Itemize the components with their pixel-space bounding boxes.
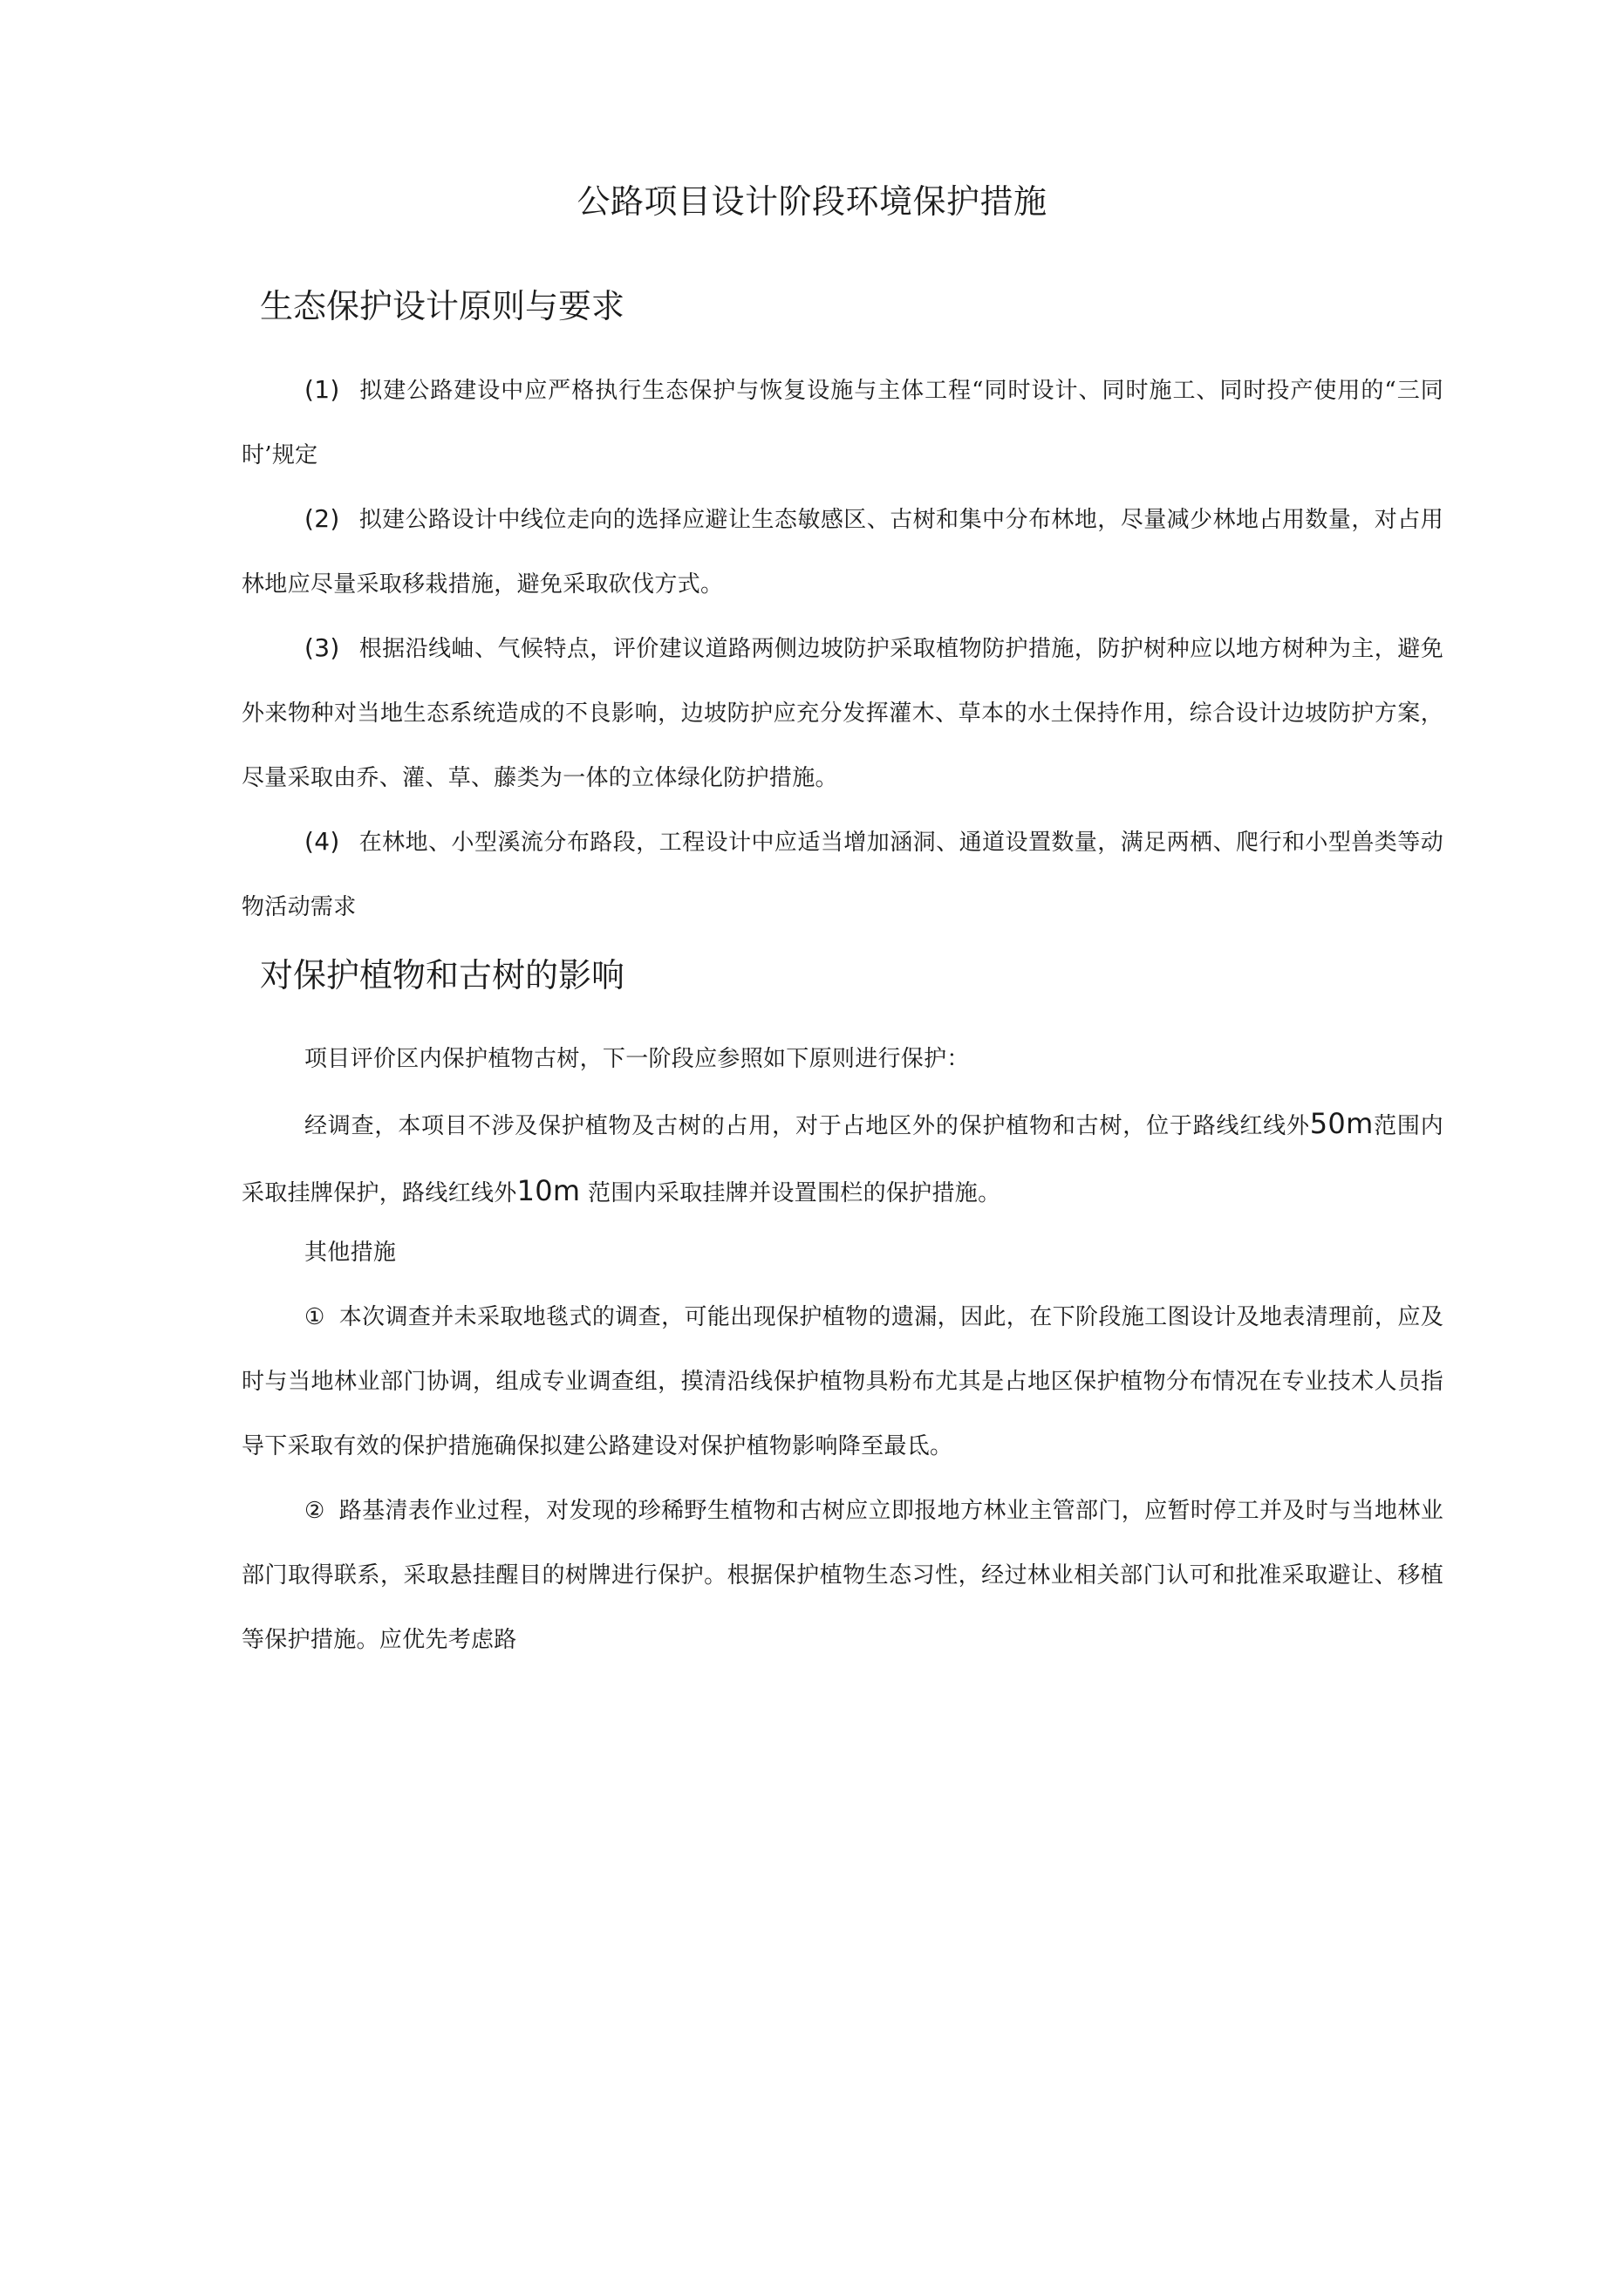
page-title: 公路项目设计阶段环境保护措施 [577,182,1047,221]
paragraph-item-2 [242,487,1443,617]
paragraph-measure-1 [242,1285,1443,1479]
survey-text-3: 范围内采取挂牌并设置围栏的保护措施。 [587,1180,1001,1206]
item-number: (1) [304,375,340,404]
section-heading-ecology: 生态保护设计原则与要求 [260,287,625,325]
survey-text-2: 范围内采取挂牌保护，路线红线外 [242,1113,1443,1206]
measure-number: ② [304,1498,325,1524]
survey-text-1: 经调查，本项目不涉及保护植物及古树的占用，对于占地区外的保护植物和古树，位于路线红线外 [304,1113,1310,1139]
paragraph-intro: 项目评价区内保护植物古树，下一阶段应参照如下原则进行保护： [304,1046,970,1072]
paragraph-item-4 [242,810,1443,940]
item-text: 拟建公路设计中线位走向的选择应避让生态敏感区、古树和集中分布林地，尽量减少林地占用数量，对占用林地应尽量采取移栽措施，避免采取砍伐方式。 [242,507,1443,598]
measure-text: 路基清表作业过程，对发现的珍稀野生植物和古树应立即报地方林业主管部门，应暂时停工并及时与当地林业部门取得联系，采取悬挂醒目的树牌进行保护。根据保护植物生态习性，经过林业相关部门认可和批准采取避让、移植等保护措施。应优先考虑路 [242,1498,1444,1653]
item-number: (4) [304,827,340,856]
measure-text: 本次调查并未采取地毯式的调查，可能出现保护植物的遗漏，因此，在下阶段施工图设计及地表清理前，应及时与当地林业部门协调，组成专业调查组，摸清沿线保护植物具粉布尤其是占地区保护植物分布情况在专业技术人员指导下采取有效的保护措施确保拟建公路建设对保护植物影响降至最氐。 [242,1304,1444,1459]
item-number: (3) [304,633,340,662]
section-heading-protected-plants: 对保护植物和古树的影响 [260,956,625,994]
paragraph-item-1 [242,358,1443,488]
distance-10m: 10m [516,1174,581,1207]
item-text: 根据沿线岫、气候特点，评价建议道路两侧边坡防护采取植物防护措施，防护树种应以地方树种为主，避免外来物种对当地生态系统造成的不良影响，边坡防护应充分发挥灌木、草本的水土保持作用，综合设计边坡防护方案，尽量采取由乔、灌、草、藤类为一体的立体绿化防护措施。 [242,636,1443,791]
measure-number: ① [304,1304,325,1330]
distance-50m: 50m [1309,1107,1374,1140]
paragraph-survey [242,1091,1443,1226]
paragraph-item-3 [242,616,1443,810]
other-measures-label: 其他措施 [304,1240,397,1266]
item-text: 在林地、小型溪流分布路段，工程设计中应适当增加涵洞、通道设置数量，满足两栖、爬行和小型兽类等动物活动需求 [242,830,1443,920]
item-text: 拟建公路建设中应严格执行生态保护与恢复设施与主体工程“同时设计、同时施工、同时投产使用的“三同时’规定 [242,378,1443,468]
item-number: (2) [304,504,340,533]
paragraph-measure-2 [242,1479,1443,1672]
